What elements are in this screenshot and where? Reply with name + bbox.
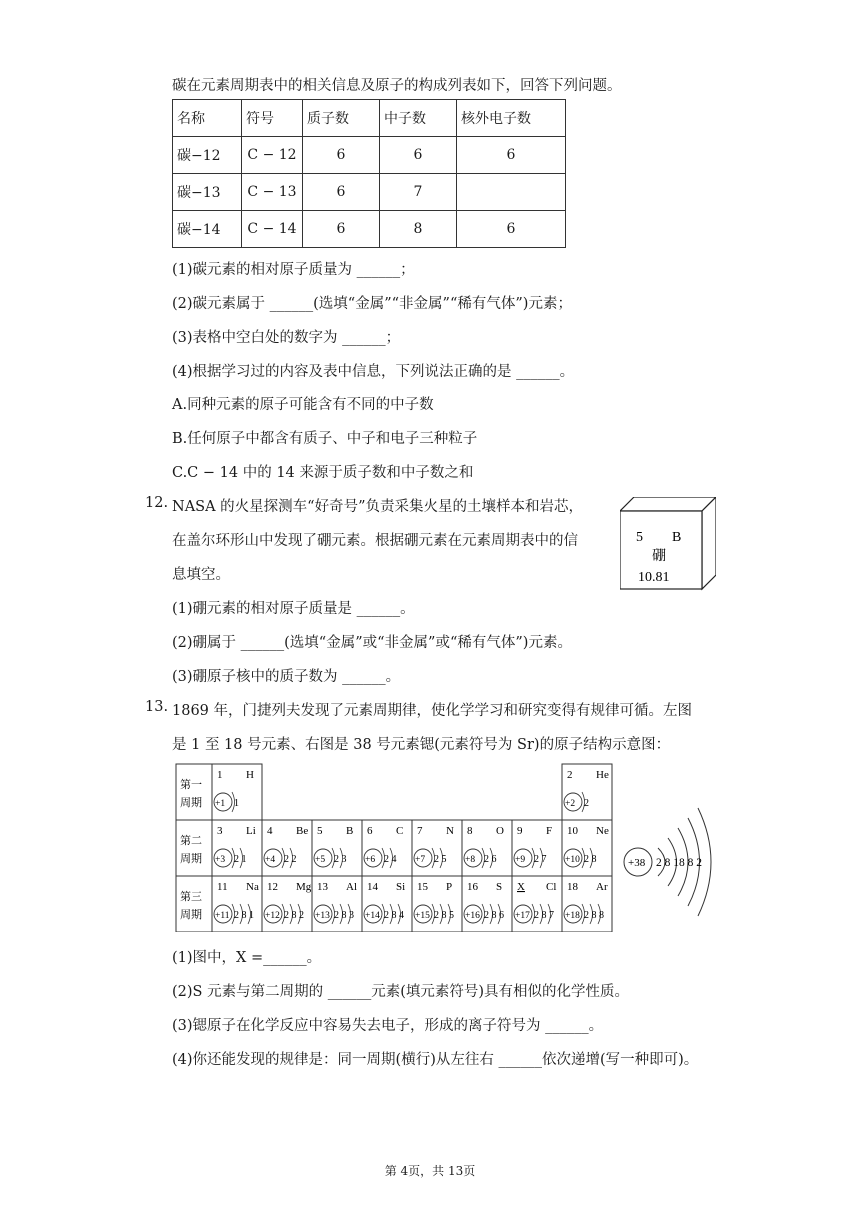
boron-name: 硼 <box>652 548 666 564</box>
element-nucleus: +3 <box>215 855 226 865</box>
element-symbol: Al <box>346 881 357 893</box>
element-electron-config: 2 8 6 <box>484 910 504 921</box>
strontium-atom-diagram <box>620 800 720 920</box>
table-cell: 6 <box>380 137 457 174</box>
table-cell: 碳−12 <box>173 137 242 174</box>
table-cell: 6 <box>303 174 380 211</box>
element-electron-config: 2 <box>584 798 589 809</box>
element-symbol: Na <box>246 881 259 893</box>
q12-number: 12. <box>145 495 169 511</box>
sr-electron-config: 2 8 18 8 2 <box>656 857 702 869</box>
element-electron-config: 2 8 5 <box>434 910 454 921</box>
table-cell: 碳−13 <box>173 174 242 211</box>
element-nucleus: +6 <box>365 855 376 865</box>
element-cell <box>262 820 312 876</box>
element-cell <box>312 820 362 876</box>
table-row <box>173 137 566 174</box>
q11-part2: (2)碳元素属于 ______(选填“金属”“非金属”“稀有气体”)元素； <box>172 296 572 312</box>
q11-part1: (1)碳元素的相对原子质量为 ______； <box>172 262 415 278</box>
element-nucleus: +10 <box>565 855 580 865</box>
element-number: 5 <box>317 825 323 837</box>
table-row <box>173 174 566 211</box>
element-number: 10 <box>567 825 578 837</box>
carbon-isotope-table <box>172 99 566 248</box>
element-nucleus: +9 <box>515 855 526 865</box>
boron-symbol: B <box>672 530 682 545</box>
period-label: 第一 <box>180 778 202 791</box>
element-number: 11 <box>217 881 228 893</box>
table-cell: 6 <box>457 137 566 174</box>
element-nucleus: +12 <box>265 911 280 921</box>
period-label: 第三 <box>180 890 202 903</box>
element-number: 16 <box>467 881 478 893</box>
table-cell: 6 <box>303 137 380 174</box>
element-number: 13 <box>317 881 328 893</box>
element-number: 6 <box>367 825 373 837</box>
q13-part3: (3)锶原子在化学反应中容易失去电子，形成的离子符号为 ______。 <box>172 1018 604 1034</box>
element-symbol: He <box>596 769 609 781</box>
element-cell <box>212 820 262 876</box>
table-header-row <box>173 100 566 137</box>
element-nucleus: +11 <box>215 911 230 921</box>
q11-part4: (4)根据学习过的内容及表中信息，下列说法正确的是 ______。 <box>172 364 575 380</box>
element-nucleus: +7 <box>415 855 426 865</box>
table-cell: 8 <box>380 211 457 248</box>
q13-stem-line1: 1869 年，门捷列夫发现了元素周期律，使化学学习和研究变得有规律可循。左图 <box>172 703 693 719</box>
element-cell <box>462 876 512 932</box>
element-symbol: Si <box>396 881 406 893</box>
table-header-cell: 名称 <box>173 100 242 137</box>
table-cell: 6 <box>457 211 566 248</box>
element-cell <box>512 876 562 932</box>
element-number: 12 <box>267 881 278 893</box>
element-symbol: Be <box>296 825 309 837</box>
element-number: 2 <box>567 769 573 781</box>
table-row <box>173 211 566 248</box>
element-symbol: O <box>496 825 504 837</box>
element-nucleus: +18 <box>565 911 580 921</box>
element-number: 15 <box>417 881 428 893</box>
q11-part3: (3)表格中空白处的数字为 ______； <box>172 330 401 346</box>
element-electron-config: 2 4 <box>384 854 397 865</box>
period-label: 周期 <box>180 796 202 809</box>
q13-part2: (2)S 元素与第二周期的 ______元素(填元素符号)具有相似的化学性质。 <box>172 984 630 1000</box>
element-cell <box>262 876 312 932</box>
element-number: 3 <box>217 825 223 837</box>
element-symbol: F <box>546 825 553 837</box>
table-header-cell: 符号 <box>242 100 303 137</box>
table-header-cell: 核外电子数 <box>457 100 566 137</box>
element-electron-config: 2 3 <box>334 854 347 865</box>
q12-stem-line2: 在盖尔环形山中发现了硼元素。根据硼元素在元素周期表中的信 <box>172 533 578 549</box>
element-cell <box>212 876 262 932</box>
element-cell <box>212 764 262 820</box>
q13-number: 13. <box>145 699 169 715</box>
table-header-cell: 质子数 <box>303 100 380 137</box>
table-cell: 碳−14 <box>173 211 242 248</box>
element-nucleus: +2 <box>565 799 576 809</box>
element-number: 18 <box>567 881 578 893</box>
q12-stem-line3: 息填空。 <box>172 567 230 583</box>
element-symbol: S <box>496 881 503 893</box>
table-header-cell: 中子数 <box>380 100 457 137</box>
table-cell: C − 14 <box>242 211 303 248</box>
element-cell <box>562 820 612 876</box>
table-cell-blank <box>457 174 566 211</box>
element-nucleus: +1 <box>215 799 226 809</box>
element-number: 8 <box>467 825 473 837</box>
element-nucleus: +14 <box>365 911 380 921</box>
element-symbol: H <box>246 769 254 781</box>
element-nucleus: +8 <box>465 855 476 865</box>
element-cell <box>412 876 462 932</box>
element-electron-config: 2 8 1 <box>234 910 254 921</box>
element-symbol: Ne <box>596 825 609 837</box>
element-nucleus: +15 <box>415 911 430 921</box>
q12-stem-line1: NASA 的火星探测车“好奇号”负责采集火星的土壤样本和岩芯， <box>172 499 583 515</box>
element-electron-config: 2 1 <box>234 854 247 865</box>
period-label: 周期 <box>180 852 202 865</box>
boron-atomic-number: 5 <box>636 530 643 545</box>
element-number: 1 <box>217 769 223 781</box>
element-nucleus: +16 <box>465 911 480 921</box>
element-number: X <box>517 881 525 893</box>
element-electron-config: 2 7 <box>534 854 547 865</box>
element-electron-config: 2 5 <box>434 854 447 865</box>
page-footer: 第 4页，共 13页 <box>384 1164 476 1178</box>
table-cell: C − 13 <box>242 174 303 211</box>
element-electron-config: 2 8 3 <box>334 910 354 921</box>
q12-part1: (1)硼元素的相对原子质量是 ______。 <box>172 601 415 617</box>
q11-option-b: B.任何原子中都含有质子、中子和电子三种粒子 <box>172 431 478 447</box>
element-symbol: N <box>446 825 454 837</box>
element-electron-config: 1 <box>234 798 239 809</box>
element-symbol: C <box>396 825 404 837</box>
table-cell: C − 12 <box>242 137 303 174</box>
element-number: 14 <box>367 881 378 893</box>
sr-nucleus-charge: +38 <box>628 857 646 869</box>
element-nucleus: +4 <box>265 855 276 865</box>
element-number: 7 <box>417 825 423 837</box>
intro-text: 碳在元素周期表中的相关信息及原子的构成列表如下，回答下列问题。 <box>172 78 622 94</box>
element-electron-config: 2 8 <box>584 854 597 865</box>
element-cell <box>412 820 462 876</box>
element-cell <box>462 820 512 876</box>
element-symbol: Ar <box>596 881 608 893</box>
element-cell <box>562 764 612 820</box>
table-cell: 6 <box>303 211 380 248</box>
element-nucleus: +13 <box>315 911 330 921</box>
element-symbol: P <box>446 881 453 893</box>
element-cell <box>512 820 562 876</box>
element-number: 9 <box>517 825 523 837</box>
element-cell <box>312 876 362 932</box>
table-cell: 7 <box>380 174 457 211</box>
element-cell <box>362 876 412 932</box>
element-symbol: Mg <box>296 881 312 893</box>
q13-stem-line2: 是 1 至 18 号元素、右图是 38 号元素锶(元素符号为 Sr)的原子结构示意图： <box>172 737 671 753</box>
q12-part2: (2)硼属于 ______(选填“金属”或“非金属”或“稀有气体”)元素。 <box>172 635 572 651</box>
element-electron-config: 2 2 <box>284 854 297 865</box>
element-electron-config: 2 8 8 <box>584 910 604 921</box>
q12-part3: (3)硼原子核中的质子数为 ______。 <box>172 669 401 685</box>
element-nucleus: +5 <box>315 855 326 865</box>
boron-element-card <box>620 497 716 591</box>
element-electron-config: 2 8 7 <box>534 910 554 921</box>
element-cell <box>562 876 612 932</box>
q13-part1: (1)图中，X =______。 <box>172 950 322 966</box>
boron-mass: 10.81 <box>638 570 670 585</box>
element-cell <box>362 820 412 876</box>
element-nucleus: +17 <box>515 911 530 921</box>
element-number: 4 <box>267 825 273 837</box>
period-label: 第二 <box>180 834 202 847</box>
element-symbol: Cl <box>546 881 557 893</box>
element-symbol: Li <box>246 825 256 837</box>
period-label: 周期 <box>180 908 202 921</box>
q13-part4: (4)你还能发现的规律是：同一周期(横行)从左往右 ______依次递增(写一种即可)。 <box>172 1052 699 1068</box>
element-symbol: B <box>346 825 354 837</box>
element-electron-config: 2 8 4 <box>384 910 404 921</box>
element-electron-config: 2 8 2 <box>284 910 304 921</box>
q11-option-c: C.C − 14 中的 14 来源于质子数和中子数之和 <box>172 465 474 481</box>
element-electron-config: 2 6 <box>484 854 497 865</box>
q11-option-a: A.同种元素的原子可能含有不同的中子数 <box>172 397 434 413</box>
